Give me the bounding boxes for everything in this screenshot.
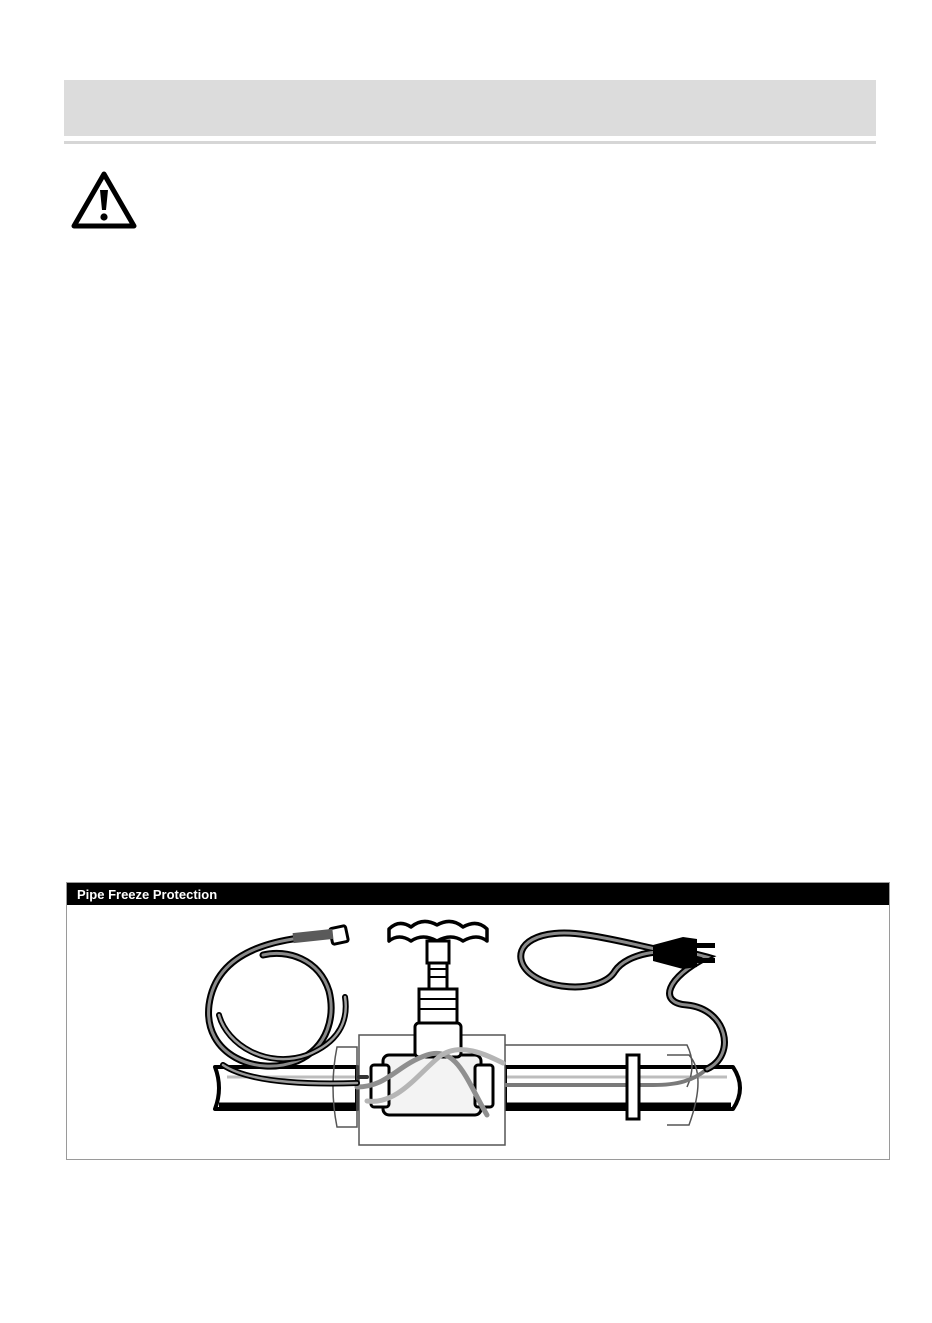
header-divider	[64, 141, 876, 144]
pipe-freeze-figure	[66, 882, 890, 1160]
pipe-heat-cable-illustration	[67, 905, 889, 1159]
figure-title: Pipe Freeze Protection	[67, 883, 889, 905]
section-header-band	[64, 80, 876, 136]
warning-triangle-icon	[70, 170, 138, 230]
